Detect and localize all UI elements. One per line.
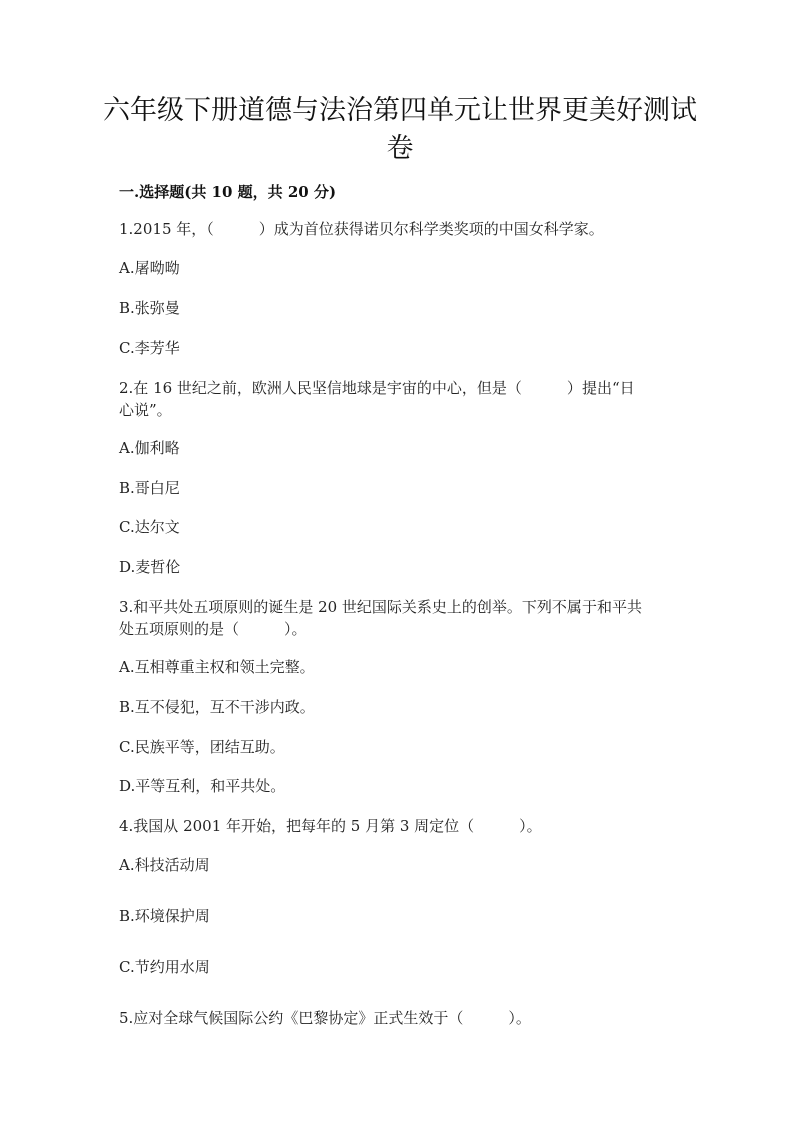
question-4-stem: 4.我国从 2001 年开始，把每年的 5 月第 3 周定位（ ）。	[119, 817, 542, 835]
question-4-option-c: C.节约用水周	[119, 958, 210, 976]
question-2-stem-line-1: 2.在 16 世纪之前，欧洲人民坚信地球是宇宙的中心，但是（ ）提出“日	[119, 379, 635, 397]
question-3-option-b: B.互不侵犯，互不干涉内政。	[119, 698, 315, 716]
question-3-stem-line-1: 3.和平共处五项原则的诞生是 20 世纪国际关系史上的创举。下列不属于和平共	[119, 598, 642, 616]
question-2-option-a: A.伽利略	[119, 439, 180, 457]
question-2-option-b: B.哥白尼	[119, 479, 180, 497]
question-1-option-b: B.张弥曼	[119, 299, 180, 317]
question-3-stem-line-2: 处五项原则的是（ ）。	[119, 620, 307, 638]
question-2-stem-line-2: 心说”。	[119, 401, 172, 419]
question-1-option-c: C.李芳华	[119, 339, 180, 357]
question-3-option-d: D.平等互利，和平共处。	[119, 777, 286, 795]
title-line-1: 六年级下册道德与法治第四单元让世界更美好测试	[103, 95, 697, 126]
title-line-2: 卷	[386, 133, 414, 164]
question-4-option-b: B.环境保护周	[119, 907, 210, 925]
question-4-option-a: A.科技活动周	[119, 856, 210, 874]
question-1-stem: 1.2015 年，（ ）成为首位获得诺贝尔科学类奖项的中国女科学家。	[119, 220, 604, 238]
question-1-option-a: A.屠呦呦	[119, 259, 180, 277]
question-3-option-a: A.互相尊重主权和领土完整。	[119, 658, 315, 676]
question-2-option-d: D.麦哲伦	[119, 558, 181, 576]
question-3-option-c: C.民族平等，团结互助。	[119, 738, 285, 756]
page-title	[60, 92, 740, 168]
section-heading: 一.选择题(共 10 题，共 20 分)	[119, 183, 337, 201]
question-5-stem: 5.应对全球气候国际公约《巴黎协定》正式生效于（ ）。	[119, 1009, 531, 1027]
question-2-option-c: C.达尔文	[119, 518, 180, 536]
